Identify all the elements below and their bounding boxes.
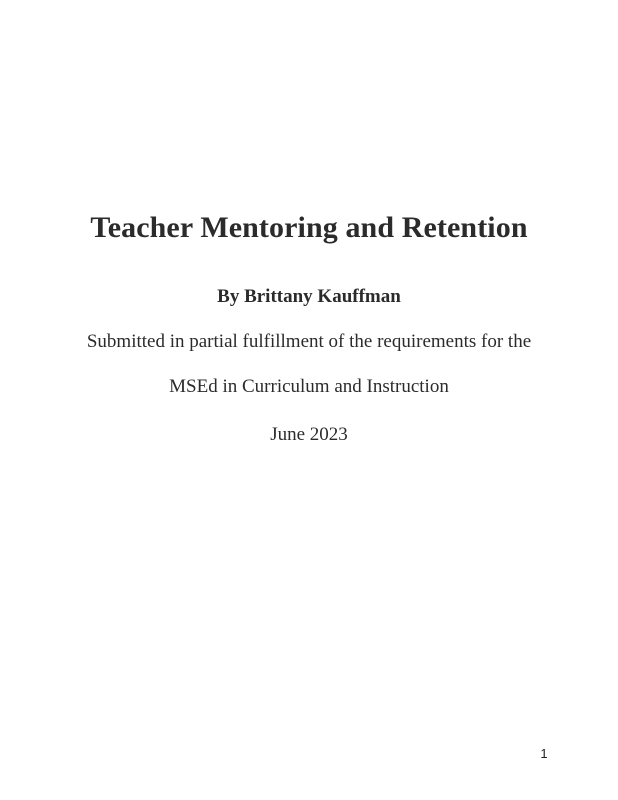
page-number: 1	[540, 746, 548, 761]
submission-date: June 2023	[270, 424, 348, 445]
author-name: By Brittany Kauffman	[217, 286, 401, 307]
submission-statement: Submitted in partial fulfillment of the requirements for the	[86, 331, 532, 352]
document-title: Teacher Mentoring and Retention	[90, 211, 528, 244]
degree-name: MSEd in Curriculum and Instruction	[169, 376, 449, 397]
